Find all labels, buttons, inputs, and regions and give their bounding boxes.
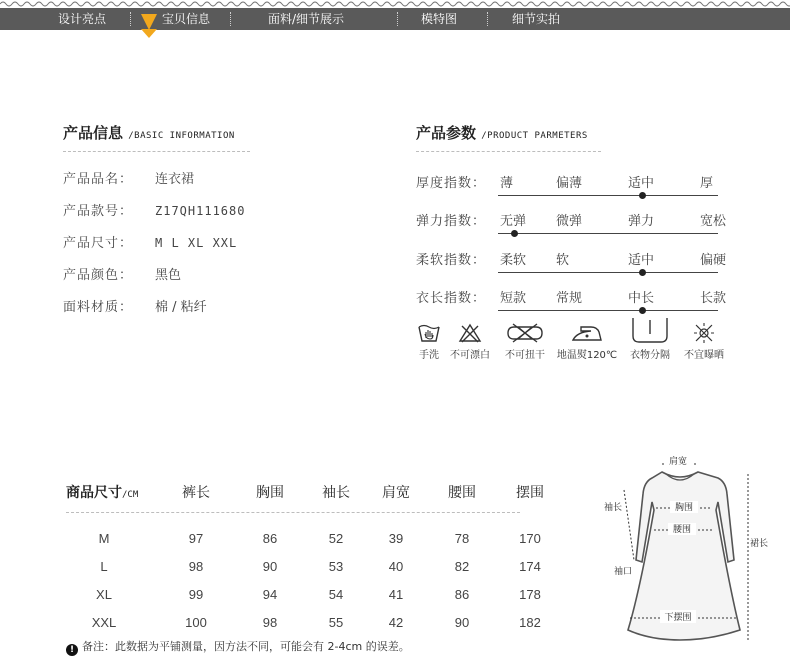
- info-value: M L XL XXL: [155, 236, 238, 250]
- size-col-header: 肩宽: [382, 485, 410, 501]
- param-option: 无弹: [500, 214, 527, 229]
- waist-label: 腰围: [672, 525, 692, 535]
- param-selected-dot: [511, 230, 518, 237]
- top-wave-border: [0, 0, 790, 8]
- size-cell: 40: [388, 559, 404, 574]
- size-cell: 86: [262, 531, 278, 546]
- size-col-header: 袖长: [322, 485, 350, 501]
- info-label: 面料材质：: [63, 300, 134, 315]
- info-label: 产品尺寸：: [63, 236, 134, 251]
- nav-separator: [230, 12, 231, 26]
- info-label: 产品款号：: [63, 204, 134, 219]
- care-no-sun-dry: [680, 322, 728, 361]
- param-label: 厚度指数：: [416, 176, 487, 191]
- param-option: 偏薄: [556, 176, 583, 191]
- basic-info-title-en: /BASIC INFORMATION: [128, 131, 235, 141]
- size-label: XXL: [91, 615, 117, 630]
- size-cell: 98: [262, 615, 278, 630]
- param-option: 微弹: [556, 214, 583, 229]
- param-label: 柔软指数：: [416, 253, 487, 268]
- active-nav-indicator-icon: [141, 14, 157, 30]
- size-cell: 98: [188, 559, 204, 574]
- size-col-header: 胸围: [256, 485, 284, 501]
- care-label: 衣物分隔: [630, 350, 670, 361]
- param-scale-line: [498, 310, 718, 311]
- info-row-color: [63, 264, 181, 283]
- param-option: 宽松: [700, 214, 727, 229]
- chest-label: 胸围: [674, 503, 694, 513]
- size-cell: 174: [519, 559, 541, 574]
- care-label: 不宜曝晒: [684, 350, 724, 361]
- size-cell: 178: [519, 587, 541, 602]
- nav-item-design[interactable]: 设计亮点: [58, 12, 107, 26]
- nav-item-model[interactable]: 模特图: [421, 12, 458, 26]
- care-label: 不可扭干: [505, 350, 545, 361]
- info-row-style-no: [63, 200, 245, 219]
- info-row-size: [63, 232, 237, 251]
- param-scale-line: [498, 233, 718, 234]
- divider: [66, 512, 520, 513]
- divider: [416, 151, 601, 152]
- size-col-header: 摆围: [516, 485, 544, 501]
- size-cell: 39: [388, 531, 404, 546]
- nav-item-detail-photos[interactable]: 细节实拍: [512, 12, 561, 26]
- param-option: 偏硬: [700, 253, 727, 268]
- sleeve-label: 袖长: [604, 503, 623, 513]
- care-no-wring: [500, 322, 550, 361]
- no-sun-dry-icon: [692, 322, 716, 344]
- param-label: 弹力指数：: [416, 214, 487, 229]
- size-label: M: [98, 531, 110, 546]
- size-label: XL: [96, 587, 112, 602]
- shoulder-label: 肩宽: [668, 457, 688, 467]
- size-cell: 90: [262, 559, 278, 574]
- info-label: 产品品名：: [63, 172, 134, 187]
- dress-measurement-diagram: [600, 450, 780, 655]
- size-cell: 54: [328, 587, 344, 602]
- no-bleach-icon: [458, 322, 482, 344]
- size-cell: 182: [519, 615, 541, 630]
- nav-item-product-info[interactable]: 宝贝信息: [162, 12, 211, 26]
- size-cell: 55: [328, 615, 344, 630]
- low-iron-icon: [569, 322, 605, 344]
- wash-separately-icon: [630, 316, 670, 344]
- active-nav-arrow-icon: [141, 29, 157, 38]
- info-row-material: [63, 296, 207, 315]
- param-option: 柔软: [500, 253, 527, 268]
- size-table-title-cn: 商品尺寸: [66, 485, 122, 501]
- size-col-header: 腰围: [448, 485, 476, 501]
- size-table-unit: /CM: [122, 490, 139, 500]
- info-row-name: [63, 168, 194, 187]
- size-cell: 52: [328, 531, 344, 546]
- care-wash-separately: [624, 316, 676, 361]
- hand-wash-icon: [417, 322, 441, 344]
- nav-bar: [0, 8, 790, 30]
- info-value: 黑色: [155, 268, 182, 283]
- basic-info-title: [63, 122, 235, 143]
- care-hand-wash: [414, 322, 444, 361]
- size-cell: 94: [262, 587, 278, 602]
- param-option: 短款: [500, 291, 527, 306]
- care-no-bleach: [446, 322, 494, 361]
- param-selected-dot: [639, 269, 646, 276]
- info-label: 产品颜色：: [63, 268, 134, 283]
- size-cell: 78: [454, 531, 470, 546]
- params-title: [416, 122, 588, 143]
- care-label: 不可漂白: [450, 350, 490, 361]
- divider: [63, 151, 250, 152]
- param-selected-dot: [639, 307, 646, 314]
- param-option: 软: [556, 253, 570, 268]
- size-cell: 90: [454, 615, 470, 630]
- no-wring-icon: [505, 322, 545, 344]
- size-cell: 100: [185, 615, 207, 630]
- size-cell: 82: [454, 559, 470, 574]
- params-title-en: /PRODUCT PARMETERS: [481, 131, 588, 141]
- param-selected-dot: [639, 192, 646, 199]
- size-col-header: 裤长: [182, 485, 210, 501]
- care-low-iron: [556, 322, 618, 361]
- param-option: 适中: [628, 176, 655, 191]
- params-title-cn: 产品参数: [416, 124, 477, 142]
- cuff-label: 袖口: [614, 567, 633, 577]
- info-value: 棉 / 粘纤: [155, 300, 207, 315]
- size-cell: 86: [454, 587, 470, 602]
- basic-info-title-cn: 产品信息: [63, 124, 124, 142]
- param-scale-line: [498, 272, 718, 273]
- nav-separator: [487, 12, 488, 26]
- nav-separator: [397, 12, 398, 26]
- nav-item-fabric[interactable]: 面料/细节展示: [268, 12, 345, 26]
- exclamation-icon: !: [66, 644, 78, 656]
- nav-separator: [130, 12, 131, 26]
- param-option: 厚: [700, 176, 714, 191]
- param-scale-line: [498, 195, 718, 196]
- size-table-title: [66, 482, 138, 502]
- param-label: 衣长指数：: [416, 291, 487, 306]
- note-text: 备注：此数据为平铺测量，因方法不同，可能会有 2-4cm 的误差。: [82, 640, 410, 653]
- size-cell: 41: [388, 587, 404, 602]
- info-value: 连衣裙: [155, 172, 195, 187]
- param-option: 常规: [556, 291, 583, 306]
- size-label: L: [100, 559, 108, 574]
- care-label: 手洗: [419, 350, 439, 361]
- size-cell: 99: [188, 587, 204, 602]
- info-value: Z17QH111680: [155, 204, 246, 218]
- param-option: 薄: [500, 176, 514, 191]
- param-option: 长款: [700, 291, 727, 306]
- length-label: 裙长: [750, 539, 769, 549]
- size-cell: 53: [328, 559, 344, 574]
- param-option: 弹力: [628, 214, 655, 229]
- measurement-note: [66, 638, 410, 656]
- param-option: 适中: [628, 253, 655, 268]
- param-option: 中长: [628, 291, 655, 306]
- hem-label: 下摆围: [664, 613, 692, 623]
- size-cell: 42: [388, 615, 404, 630]
- size-cell: 97: [188, 531, 204, 546]
- size-cell: 170: [519, 531, 541, 546]
- care-label: 地温熨120℃: [556, 350, 618, 361]
